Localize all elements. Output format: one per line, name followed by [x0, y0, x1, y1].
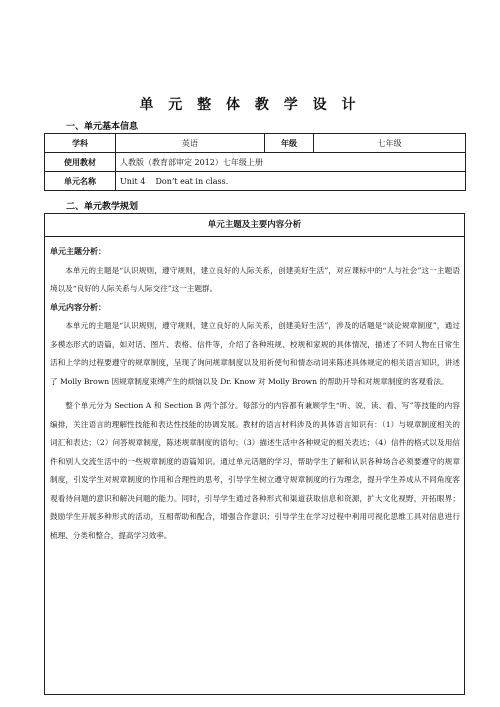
content-analysis-paragraph-2: 整个单元分为 Section A 和 Section B 两个部分。每部分的内容都有兼顾学生“听、说、读、看、写”等技能的内容编排，关注语言的理解性技能和表达性技能的协调发展。教材的语言材料涉及的具体语言知识有：（1）与规章制度相关的词汇和表达；（2）问答规章制度，陈述规章制度的语句；（3）描述生活中各种规定的相关表达；（4）信件的格式以及用信件和别人交流生活中的一些规章制度的语篇知识。通过单元话题的学习，帮助学生了解和认识各种场合必须要遵守的规章制度，引发学生对规章制度的作用和合理性的思考，引导学生树立遵守规章制度的行为理念，提升学生养成从不同角度客观看待问题的意识和解决问题的能力。同时，引导学生通过各种形式和渠道获取信息和资源，扩大文化视野，开拓眼界；鼓励学生开展多种形式的活动，互相帮助和配合，增强合作意识；引导学生在学习过程中利用可视化思维工具对信息进行梳理、分类和整合，提高学习效率。: [50, 401, 460, 540]
basic-info-table: [44, 133, 466, 191]
table-row: [45, 134, 466, 153]
grade-value: 七年级: [314, 134, 466, 153]
textbook-value: 人教版（教育部审定 2012）七年级上册: [116, 153, 466, 172]
textbook-label: 使用教材: [45, 153, 116, 172]
section-heading-teaching-plan: 二、单元教学规划: [66, 202, 139, 212]
plan-header: 单元主题及主要内容分析: [45, 214, 464, 237]
unit-label: 单元名称: [45, 172, 116, 191]
plan-body: [45, 237, 464, 545]
teaching-plan-box: [44, 213, 465, 695]
theme-analysis-heading: 单元主题分析：: [50, 247, 106, 256]
theme-analysis-text: 本单元的主题是“认识规则，遵守规则，建立良好的人际关系，创建美好生活”，对应课标中的“人与社会”这一主题语境以及“良好的人际关系与人际交往”这一主题群。: [50, 265, 460, 293]
subject-value: 英语: [116, 134, 265, 153]
grade-label: 年级: [265, 134, 314, 153]
content-analysis-paragraph-1: 本单元的主题是“认识规则，遵守规则，建立良好的人际关系，创建美好生活”，涉及的话题是“谈论规章制度”，通过多模态形式的语篇，如对话、图片、表格、信件等，介绍了各种班规、校规和家规的具体情况，描述了不同人物在日常生活和上学的过程要遵守的规章制度，呈现了询问规章制度以及用祈使句和情态动词来陈述具体规定的相关语言知识，讲述了 Molly Brown 因规章制度束缚产生的烦恼以及 Dr. Know 对 Molly Brown 的帮助开导和对规章制度的客观看法。: [50, 321, 460, 386]
unit-value: Unit 4 Don’t eat in class.: [116, 172, 466, 191]
subject-label: 学科: [45, 134, 116, 153]
page-title: 单 元 整 体 教 学 设 计: [139, 97, 361, 113]
table-row: [45, 172, 466, 191]
table-row: [45, 153, 466, 172]
content-analysis-heading: 单元内容分析：: [50, 302, 106, 312]
section-heading-basic-info: 一、单元基本信息: [66, 122, 139, 132]
